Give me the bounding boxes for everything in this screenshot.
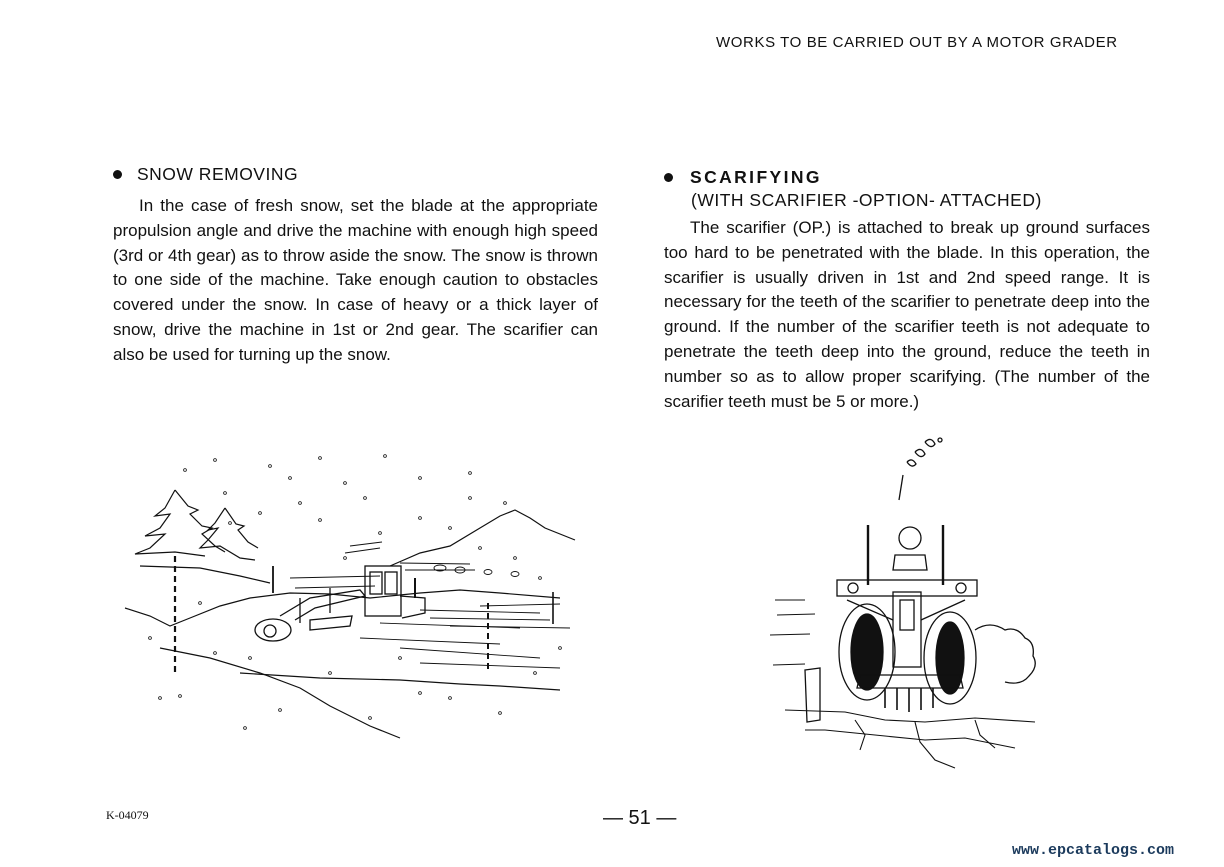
section-subheading: (WITH SCARIFIER -OPTION- ATTACHED) [691,190,1042,210]
heading-text: SCARIFYING [690,166,822,187]
section-heading [664,166,1150,188]
running-header: WORKS TO BE CARRIED OUT BY A MOTOR GRADER [716,34,1118,51]
section-scarifying [664,166,1150,414]
body-text: The scarifier (OP.) is attached to break up ground surfaces too hard to be penetrated with the blade. In this operation, the scarifier is usually driven in 1st and 2nd speed range. It is necessary for the teeth of the scarifier to penetrate deep into the ground. If the number of the scarifier teeth is not adequate to penetrate the teeth deep into the ground, reduce the teeth in number so as to allow proper scarifying. (The number of the scarifier teeth must be 5 or more.) [664,218,1150,411]
bullet-icon [664,173,673,182]
page-number: — 51 — [603,807,677,829]
document-code: K-04079 [106,808,149,822]
heading-text: SNOW REMOVING [137,163,299,184]
section-snow-removing [113,163,598,368]
scarifying-illustration [765,430,1055,775]
section-heading [113,163,598,185]
section-body [664,216,1150,414]
snow-removing-illustration [120,448,585,748]
bullet-icon [113,170,122,179]
section-body [113,194,598,368]
body-text: In the case of fresh snow, set the blade at the appropriate propulsion angle and drive the machine with enough high speed (3rd or 4th gear) as to throw aside the snow. The snow is thrown to one side of the machine. Take enough caution to obstacles covered under the snow. In case of heavy or a thick layer of snow, drive the machine in 1st or 2nd gear. The scarifier can also be used for turning up the snow. [113,196,598,364]
watermark-link[interactable]: www.epcatalogs.com [1012,842,1175,859]
